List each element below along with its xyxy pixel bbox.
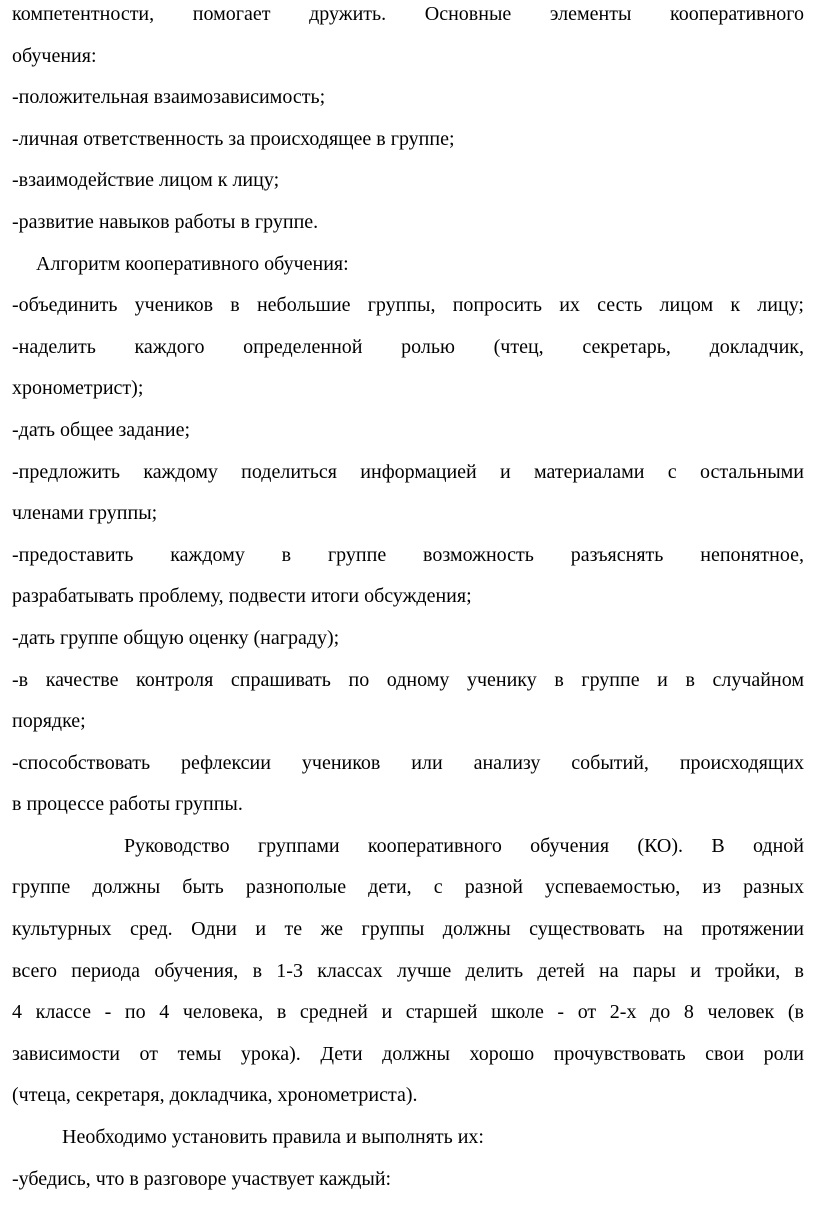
text-line: группе должны быть разнополые дети, с разной успеваемостью, из разных [12,876,804,899]
text-line: (чтеца, секретаря, докладчика, хронометриста). [12,1084,418,1107]
text-line: -способствовать рефлексии учеников или анализу событий, происходящих [12,751,804,774]
text-line: -дать группе общую оценку (награду); [12,626,340,649]
text-line: компетентности, помогает дружить. Основные элементы кооперативного [12,3,804,25]
text-line: -взаимодействие лицом к лицу; [12,169,280,192]
text-line: -объединить учеников в небольшие группы, попросить их сесть лицом к лицу; [12,294,804,317]
text-line: всего периода обучения, в 1-3 классах лучше делить детей на пары и тройки, в [12,959,804,982]
text-line: -предоставить каждому в группе возможность разъяснять непонятное, [12,543,804,566]
text-line: в процессе работы группы. [12,793,243,816]
text-line: -развитие навыков работы в группе. [12,210,319,233]
text-line: -наделить каждого определенной ролью (чтец, секретарь, докладчик, [12,335,804,358]
text-line: -предложить каждому поделиться информацией и материалами с остальными [12,460,804,483]
text-line: -личная ответственность за происходящее в группе; [12,127,455,150]
text-line: -положительная взаимозависимость; [12,86,326,109]
text-line: 4 классе - по 4 человека, в средней и старшей школе - от 2-х до 8 человек (в [12,1001,804,1024]
text-line: -в качестве контроля спрашивать по одному ученику в группе и в случайном [12,668,804,691]
text-line: Алгоритм кооперативного обучения: [36,252,349,275]
text-line: разрабатывать проблему, подвести итоги обсуждения; [12,585,472,608]
text-line: членами группы; [12,502,158,525]
text-line: Руководство группами кооперативного обучения (КО). В одной [124,834,804,857]
text-line: порядке; [12,710,86,733]
text-line: Необходимо установить правила и выполнять их: [62,1126,484,1149]
text-line: культурных сред. Одни и те же группы должны существовать на протяжении [12,918,804,941]
text-line: зависимости от темы урока). Дети должны хорошо прочувствовать свои роли [12,1042,804,1065]
text-line: хронометрист); [12,377,144,400]
text-line: -убедись, что в разговоре участвует каждый: [12,1167,392,1190]
document-text-body [12,0,804,1200]
text-line: -дать общее задание; [12,418,191,441]
text-line: обучения: [12,44,97,67]
